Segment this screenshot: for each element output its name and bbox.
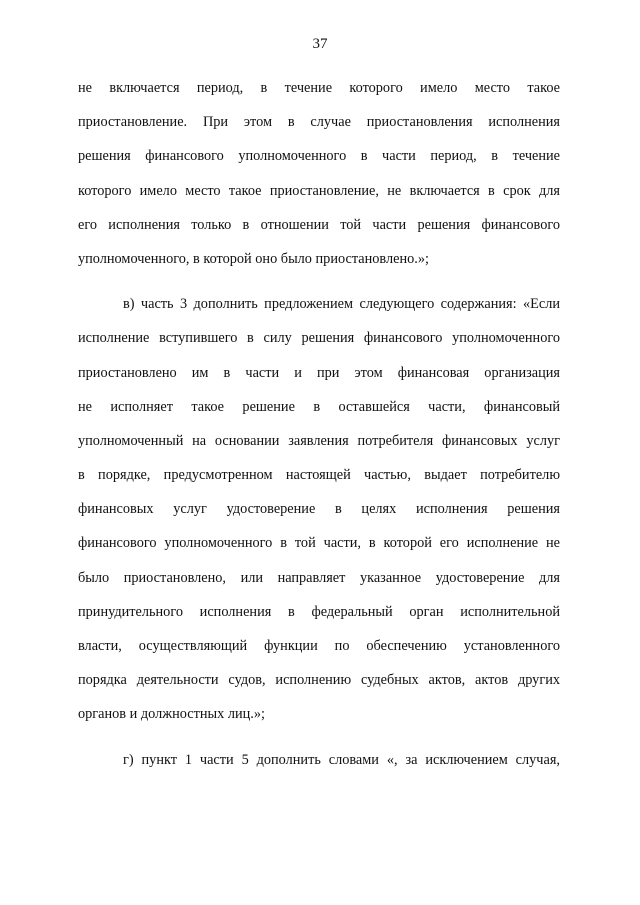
paragraph <box>78 71 560 276</box>
text-line: г) пункт 1 части 5 дополнить словами «, за исключением случая, <box>123 751 560 768</box>
text-line: исполнение вступившего в силу решения финансового уполномоченного <box>78 330 560 347</box>
text-line: власти, осуществляющий функции по обеспечению установленного <box>78 638 560 654</box>
document-body <box>78 71 560 788</box>
text-line: решения финансового уполномоченного в части период, в течение <box>78 148 560 165</box>
text-line: уполномоченного, в которой оно было приостановлено.»; <box>78 250 429 267</box>
text-line: его исполнения только в отношении той части решения финансового <box>78 216 560 233</box>
text-line: порядка деятельности судов, исполнению судебных актов, актов других <box>78 672 560 689</box>
text-line: не включается период, в течение которого имело место такое <box>78 80 560 96</box>
text-line: приостановлено им в части и при этом финансовая организация <box>78 364 560 381</box>
text-line: органов и должностных лиц.»; <box>78 706 265 723</box>
text-line: принудительного исполнения в федеральный орган исполнительной <box>78 603 560 620</box>
page-number: 37 <box>312 36 328 52</box>
text-line: не исполняет такое решение в оставшейся части, финансовый <box>78 398 560 415</box>
text-line: приостановление. При этом в случае приостановления исполнения <box>78 114 560 131</box>
text-line: в порядке, предусмотренном настоящей частью, выдает потребителю <box>78 467 560 484</box>
paragraph <box>78 743 560 777</box>
text-line: в) часть 3 дополнить предложением следующего содержания: «Если <box>123 296 560 313</box>
paragraph <box>78 287 560 731</box>
text-line: уполномоченный на основании заявления потребителя финансовых услуг <box>78 432 560 449</box>
text-line: финансового уполномоченного в той части, в которой его исполнение не <box>78 535 560 552</box>
text-line: было приостановлено, или направляет указанное удостоверение для <box>78 569 560 586</box>
text-line: которого имело место такое приостановление, не включается в срок для <box>78 182 560 199</box>
text-line: финансовых услуг удостоверение в целях исполнения решения <box>78 501 560 518</box>
